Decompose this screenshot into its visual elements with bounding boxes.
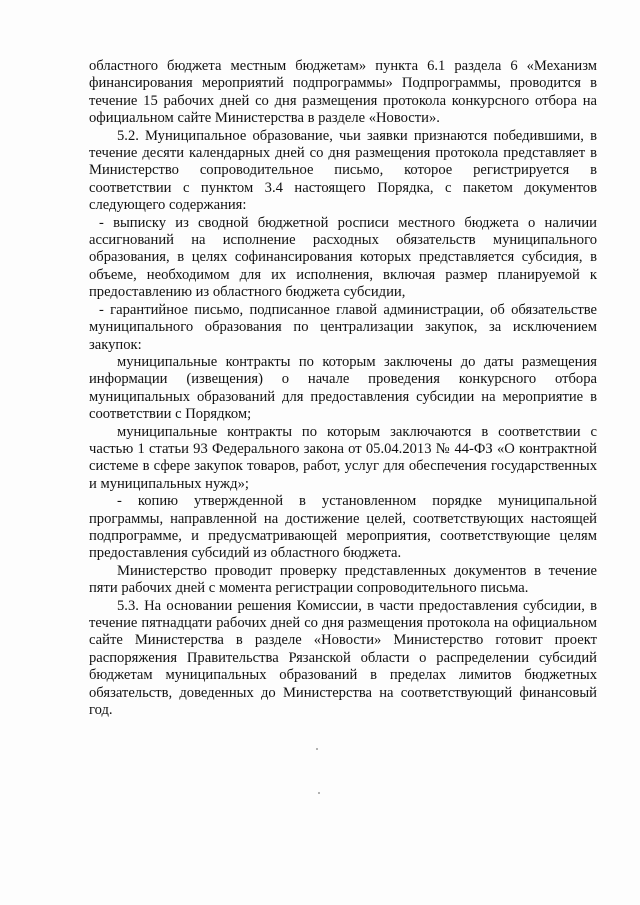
paragraph-continuation: областного бюджета местным бюджетам» пункта 6.1 раздела 6 «Механизм финансирования мероприятий подпрограммы» Подпрограммы, проводится в течение 15 рабочих дней со дня размещения протокола конкурсного отбора на официальном сайте Министерства в разделе «Новости». [89, 58, 597, 127]
document-body [89, 58, 597, 719]
paragraph-budget-extract: - выписку из сводной бюджетной росписи местного бюджета о наличии ассигнований на исполнение расходных обязательств муниципального образования, в целях софинансирования которых представляется субсидия, в объеме, необходимом для их исполнения, включая размер планируемой к предоставлению из областного бюджета субсидии, [89, 214, 597, 301]
paragraph-contracts-44fz: муниципальные контракты по которым заключаются в соответствии с частью 1 статьи 93 Федерального закона от 05.04.2013 № 44-ФЗ «О контрактной системе в сфере закупок товаров, работ, услуг для обеспечения государственных и муниципальных нужд»; [89, 423, 597, 492]
paragraph-program-copy: - копию утвержденной в установленном порядке муниципальной программы, направленной на достижение целей, соответствующих настоящей подпрограмме, и предусматривающей мероприятия, соответствующие целям предоставления субсидий из областного бюджета. [89, 493, 597, 562]
paragraph-contracts-before: муниципальные контракты по которым заключены до даты размещения информации (извещения) о начале проведения конкурсного отбора муниципальных образований для предоставления субсидии на мероприятие в соответствии с Порядком; [89, 353, 597, 423]
paragraph-5-3: 5.3. На основании решения Комиссии, в части предоставления субсидии, в течение пятнадцати рабочих дней со дня размещения протокола на официальном сайте Министерства в разделе «Новости» Министерство готовит проект распоряжения Правительства Рязанской области о распределении субсидий бюджетам муниципальных образований в пределах лимитов бюджетных обязательств, доведенных до Министерства на соответствующий финансовый год. [89, 597, 597, 719]
paragraph-guarantee-letter: - гарантийное письмо, подписанное главой администрации, об обязательстве муниципального образования по централизации закупок, за исключением закупок: [89, 301, 597, 353]
scan-speck [316, 748, 318, 750]
scan-speck [318, 792, 320, 794]
paragraph-5-2: 5.2. Муниципальное образование, чьи заявки признаются победившими, в течение десяти календарных дней со дня размещения протокола представляет в Министерство сопроводительное письмо, которое регистрируется в соответствии с пунктом 3.4 настоящего Порядка, с пакетом документов следующего содержания: [89, 127, 597, 214]
paragraph-ministry-check: Министерство проводит проверку представленных документов в течение пяти рабочих дней с момента регистрации сопроводительного письма. [89, 562, 597, 597]
